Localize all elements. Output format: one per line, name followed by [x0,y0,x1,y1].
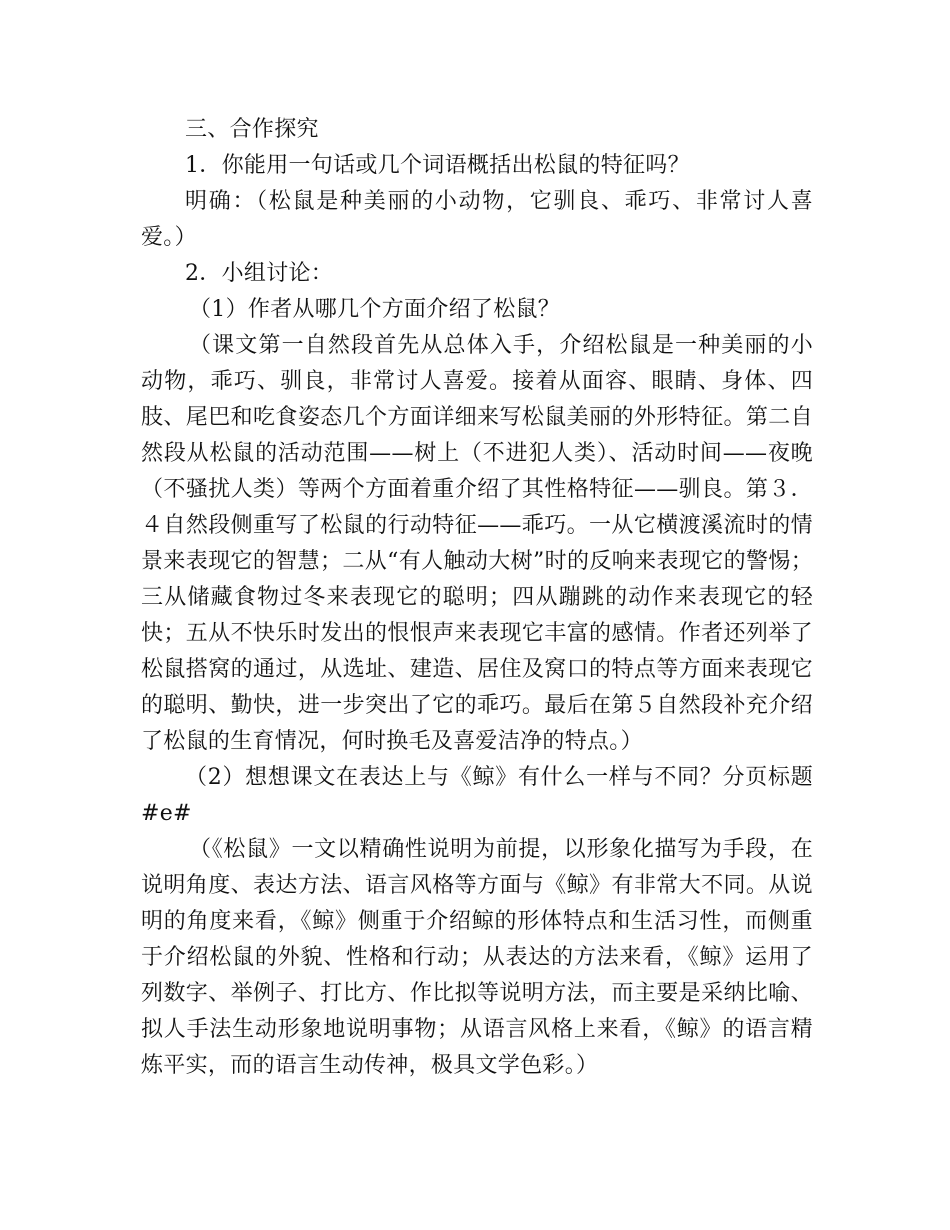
question-2-2: （2）想想课文在表达上与《鲸》有什么一样与不同？分页标题#e# [141,765,813,826]
document-body [141,112,813,1084]
question-2-1-answer: （课文第一自然段首先从总体入手，介绍松鼠是一种美丽的小动物，乖巧、驯良，非常讨人喜爱。接着从面容、眼睛、身体、四肢、尾巴和吃食姿态几个方面详细来写松鼠美丽的外形特征。第二自然段从松鼠的活动范围——树上（不进犯人类）、活动时间——夜晚（不骚扰人类）等两个方面着重介绍了其性格特征——驯良。第３．４自然段侧重写了松鼠的行动特征——乖巧。一从它横渡溪流时的情景来表现它的智慧；二从“有人触动大树”时的反响来表现它的警惕；三从储藏食物过冬来表现它的聪明；四从蹦跳的动作来表现它的轻快；五从不快乐时发出的恨恨声来表现它丰富的感情。作者还列举了松鼠搭窝的通过，从选址、建造、居住及窝口的特点等方面来表现它的聪明、勤快，进一步突出了它的乖巧。最后在第５自然段补充介绍了松鼠的生育情况，何时换毛及喜爱洁净的特点。） [141,333,813,754]
question-2-1: （1）作者从哪几个方面介绍了松鼠？ [189,297,561,322]
question-1: 1．你能用一句话或几个词语概括出松鼠的特征吗？ [185,153,690,178]
question-1-answer: 明确：（松鼠是种美丽的小动物，它驯良、乖巧、非常讨人喜爱。） [141,189,813,250]
section-heading: 三、合作探究 [185,117,319,142]
question-2: 2．小组讨论： [185,261,334,286]
question-2-2-answer: （《松鼠》一文以精确性说明为前提，以形象化描写为手段，在说明角度、表达方法、语言风格等方面与《鲸》有非常大不同。从说明的角度来看，《鲸》侧重于介绍鲸的形体特点和生活习性，而侧重于介绍松鼠的外貌、性格和行动；从表达的方法来看，《鲸》运用了列数字、举例子、打比方、作比拟等说明方法，而主要是采纳比喻、拟人手法生动形象地说明事物；从语言风格上来看，《鲸》的语言精炼平实，而的语言生动传神，极具文学色彩。） [141,837,813,1078]
